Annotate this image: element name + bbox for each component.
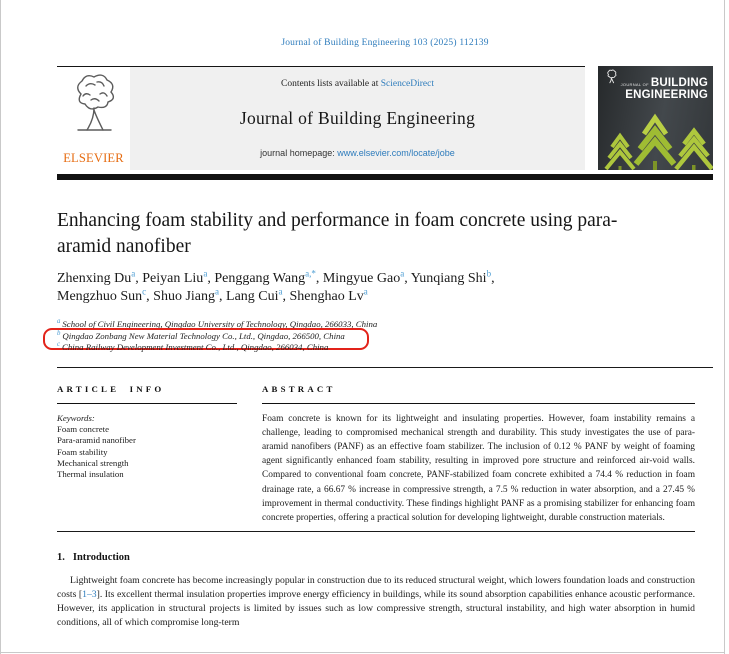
- introduction-heading: [57, 552, 729, 563]
- keyword: Foam stability: [57, 446, 108, 457]
- abstract-column: [262, 384, 695, 525]
- elsevier-logo: [57, 67, 130, 170]
- abstract-heading: ABSTRACT: [262, 383, 336, 394]
- author-affiliation-sup: a: [131, 268, 136, 279]
- author-affiliation-sup: c: [142, 285, 147, 296]
- header-divider-bar: [57, 174, 713, 180]
- author-affiliation-sup: a: [278, 285, 283, 296]
- article-info-heading: ARTICLE INFO: [57, 383, 165, 394]
- cover-title-line1: BUILDING: [650, 77, 708, 89]
- journal-title: Journal of Building Engineering: [239, 108, 476, 128]
- journal-homepage-link[interactable]: www.elsevier.com/locate/jobe: [337, 148, 455, 158]
- elsevier-mark-icon: [605, 69, 618, 84]
- affiliation: $^b$ Qingdao Zonbang New Material Technology Co., Ltd., Qingdao, 266500, China: [57, 331, 729, 343]
- citation-link-1-3[interactable]: 1–3: [82, 588, 97, 600]
- page-edge-bottom: [0, 652, 725, 653]
- author-affiliation-sup: a: [215, 285, 220, 296]
- abstract-text: Foam concrete is known for its lightweight and insulating properties. However, foam instability remains a challenge, leading to compromised mechanical strength and durability. This study investigates the use of para-aramid nanofibers (PANF) as an effective foam stabilizer. The inclusion of 0.12 % PANF by weight of foaming agent significantly enhanced foam stability, resulting in improved pore structure and reinforced air-void walls. Compared to conventional foam concrete, PANF-stabilized foam concrete exhibited a 74.4 % reduction in foam drainage rate, a 66.67 % increase in compressive strength, a 7.5 % reduction in water absorption, and a 27.45 % improvement in thermal conductivity. These findings highlight PANF as a promising stabilizer for enhancing foam concrete properties, offering a practical solution for developing lightweight, durable construction materials.: [262, 413, 695, 523]
- keyword-list: [57, 424, 237, 480]
- homepage-line-text: journal homepage:: [260, 148, 335, 158]
- info-abstract-columns: [57, 384, 729, 525]
- cover-journal-of: JOURNAL OF: [620, 82, 649, 87]
- affiliation-sup: b: [57, 329, 61, 337]
- journal-header-band: [57, 66, 585, 170]
- article-title: Enhancing foam stability and performance in foam concrete using para-aramid nanofiber: [57, 210, 618, 257]
- cover-trees-graphic: [598, 108, 713, 170]
- cover-title: [621, 78, 708, 101]
- keyword: Thermal insulation: [57, 469, 124, 480]
- author-list: Zhenxing Du$^a$, Peiyan Liu$^a$, Penggang Wang$^{a,*}$, Mingyue Gao$^a$, Yunqiang Shi$^b$, Mengzhuo Sun$^c$, Shuo Jiang$^a$, Lang Cui$^a$, Shenghao Lv$^a$: [57, 268, 495, 304]
- introduction-text-after: ]. Its excellent thermal insulation properties improve energy efficiency in buildings, while its sound absorption capabilities enhance acoustic performance. However, its application in structural projects is limited by issues such as low compressive strength, structural instability, and high water absorption in humid conditions, all of which compromise long-term: [57, 588, 695, 628]
- author-affiliation-sup: b: [486, 268, 492, 279]
- introduction-paragraph: [57, 574, 695, 630]
- cover-title-line2: ENGINEERING: [625, 89, 708, 101]
- introduction-text-before: Lightweight foam concrete has become increasingly popular in construction due to its reduced structural weight, which lowers foundation loads and construction costs [: [57, 575, 695, 600]
- sciencedirect-link[interactable]: ScienceDirect: [380, 79, 434, 89]
- keyword: Foam concrete: [57, 424, 110, 435]
- keywords-label: Keywords:: [57, 412, 95, 423]
- page-edge-left: [0, 0, 1, 654]
- journal-header: [57, 66, 713, 170]
- abstract-rule: [262, 403, 695, 404]
- journal-reference-line: Journal of Building Engineering 103 (2025) 112139: [281, 38, 489, 48]
- affiliation-sup: a: [57, 318, 61, 326]
- introduction-title: Introduction: [72, 552, 130, 564]
- author-affiliation-sup: a: [400, 268, 405, 279]
- affiliation-list: [57, 319, 729, 354]
- section-divider-bottom: [57, 531, 695, 532]
- author-affiliation-sup: a: [203, 268, 208, 279]
- introduction-number: 1.: [57, 552, 65, 564]
- article-info-column: [57, 384, 237, 525]
- contents-line-text: Contents lists available at: [280, 79, 379, 89]
- journal-cover-thumbnail: [598, 66, 713, 170]
- article-info-rule: [57, 403, 237, 404]
- section-divider-top: [57, 367, 713, 368]
- keyword: Para-aramid nanofiber: [57, 435, 136, 446]
- homepage-line: [260, 148, 455, 158]
- author-affiliation-sup: a,*: [305, 268, 316, 279]
- affiliation-sup: c: [57, 341, 61, 349]
- elsevier-tree-icon: [66, 72, 122, 134]
- contents-line: [281, 79, 434, 89]
- keyword: Mechanical strength: [57, 457, 129, 468]
- author-affiliation-sup: a: [363, 285, 368, 296]
- journal-masthead: [130, 67, 585, 170]
- elsevier-wordmark: ELSEVIER: [63, 151, 124, 165]
- affiliation: $^a$ School of Civil Engineering, Qingdao University of Technology, Qingdao, 266033, China: [57, 318, 378, 329]
- affiliation: $^c$ China Railway Development Investment Co., Ltd., Qingdao, 266034, China: [57, 341, 329, 353]
